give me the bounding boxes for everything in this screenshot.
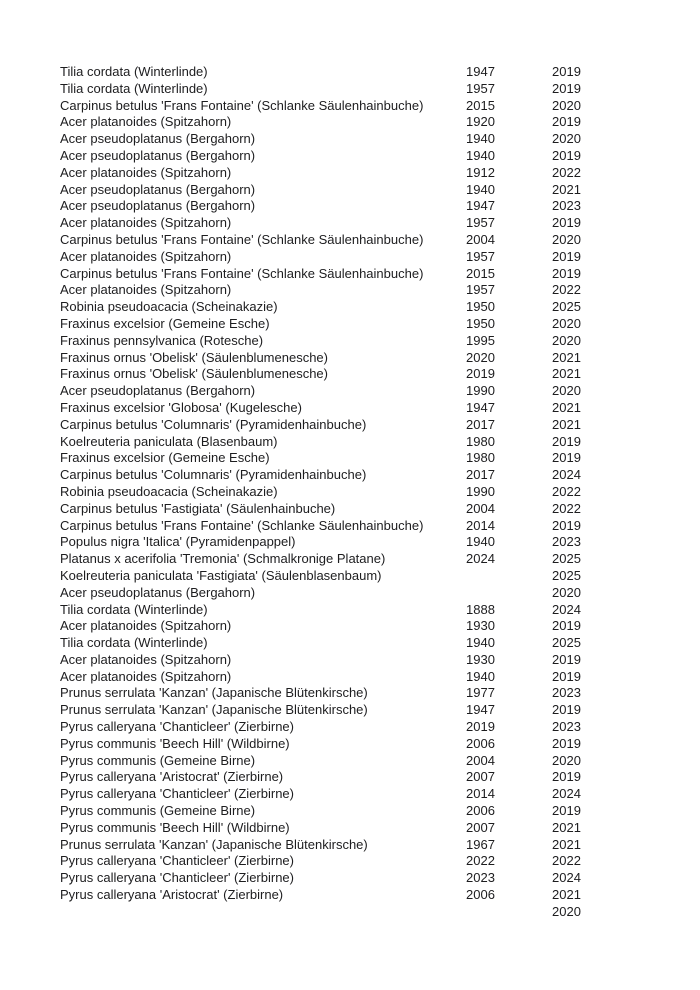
table-row xyxy=(60,350,670,367)
species-name: Acer platanoides (Spitzahorn) xyxy=(60,651,232,667)
year-first: 1930 xyxy=(466,651,495,667)
year-second: 2019 xyxy=(552,702,581,718)
table-row xyxy=(60,81,670,98)
species-name: Koelreuteria paniculata (Blasenbaum) xyxy=(60,433,278,449)
table-row xyxy=(60,131,670,148)
table-row xyxy=(60,685,670,702)
species-name: Carpinus betulus 'Columnaris' (Pyramidenhainbuche) xyxy=(60,416,367,432)
year-first: 1947 xyxy=(466,64,495,79)
species-name: Pyrus calleryana 'Chanticleer' (Zierbirne) xyxy=(60,870,294,886)
year-first: 1947 xyxy=(466,198,495,214)
species-name: Carpinus betulus 'Columnaris' (Pyramidenhainbuche) xyxy=(60,467,367,483)
year-first: 2006 xyxy=(466,887,495,903)
species-name: Pyrus calleryana 'Aristocrat' (Zierbirne) xyxy=(60,887,284,903)
species-name: Fraxinus excelsior 'Globosa' (Kugelesche) xyxy=(60,399,302,415)
table-row xyxy=(60,853,670,870)
year-first: 1990 xyxy=(466,383,495,399)
year-second: 2021 xyxy=(552,399,581,415)
year-first: 1920 xyxy=(466,114,495,130)
year-second: 2019 xyxy=(552,80,581,96)
year-second: 2019 xyxy=(552,114,581,130)
year-second: 2019 xyxy=(552,265,581,281)
year-first: 1967 xyxy=(466,836,495,852)
species-name: Carpinus betulus 'Frans Fontaine' (Schlanke Säulenhainbuche) xyxy=(60,97,424,113)
year-first: 2014 xyxy=(466,517,495,533)
table-row xyxy=(60,870,670,887)
year-first: 2019 xyxy=(466,719,495,735)
species-name: Populus nigra 'Italica' (Pyramidenpappel) xyxy=(60,534,296,550)
year-second: 2025 xyxy=(552,551,581,567)
year-second: 2025 xyxy=(552,567,581,583)
table-row xyxy=(60,417,670,434)
species-name: Tilia cordata (Winterlinde) xyxy=(60,64,208,79)
year-second: 2020 xyxy=(552,752,581,768)
year-second: 2020 xyxy=(552,97,581,113)
year-first: 2022 xyxy=(466,853,495,869)
species-name: Acer pseudoplatanus (Bergahorn) xyxy=(60,584,256,600)
species-name: Carpinus betulus 'Fastigiata' (Säulenhainbuche) xyxy=(60,500,336,516)
year-second: 2024 xyxy=(552,467,581,483)
year-first: 2020 xyxy=(466,349,495,365)
year-first xyxy=(466,568,552,585)
table-row xyxy=(60,904,670,921)
species-name: Pyrus calleryana 'Chanticleer' (Zierbirne) xyxy=(60,786,294,802)
year-first: 1940 xyxy=(466,131,495,147)
species-name: Acer platanoides (Spitzahorn) xyxy=(60,668,232,684)
year-first: 1930 xyxy=(466,618,495,634)
year-first: 1940 xyxy=(466,635,495,651)
year-first: 1995 xyxy=(466,332,495,348)
year-first: 1947 xyxy=(466,399,495,415)
species-name: Acer platanoides (Spitzahorn) xyxy=(60,164,232,180)
species-name: Pyrus communis (Gemeine Birne) xyxy=(60,803,256,819)
table-row xyxy=(60,165,670,182)
year-first: 2024 xyxy=(466,551,495,567)
year-second: 2023 xyxy=(552,685,581,701)
year-second: 2021 xyxy=(552,366,581,382)
year-second: 2021 xyxy=(552,887,581,903)
year-second: 2020 xyxy=(552,332,581,348)
year-first: 1957 xyxy=(466,248,495,264)
table-row xyxy=(60,434,670,451)
year-second: 2021 xyxy=(552,349,581,365)
year-first: 2006 xyxy=(466,803,495,819)
year-first: 1940 xyxy=(466,668,495,684)
species-name: Fraxinus pennsylvanica (Rotesche) xyxy=(60,332,264,348)
year-first: 1940 xyxy=(466,181,495,197)
species-name: Carpinus betulus 'Frans Fontaine' (Schlanke Säulenhainbuche) xyxy=(60,265,424,281)
table-row xyxy=(60,266,670,283)
year-second: 2021 xyxy=(552,836,581,852)
species-name xyxy=(60,904,466,921)
year-second: 2019 xyxy=(552,248,581,264)
year-first: 1950 xyxy=(466,315,495,331)
table-row xyxy=(60,585,670,602)
tree-table xyxy=(60,64,670,921)
year-second: 2019 xyxy=(552,64,581,79)
species-name: Tilia cordata (Winterlinde) xyxy=(60,635,208,651)
year-first: 2007 xyxy=(466,819,495,835)
year-first: 2006 xyxy=(466,735,495,751)
year-first: 2004 xyxy=(466,752,495,768)
species-name: Pyrus calleryana 'Chanticleer' (Zierbirne) xyxy=(60,853,294,869)
table-row xyxy=(60,316,670,333)
table-row xyxy=(60,98,670,115)
species-name: Acer pseudoplatanus (Bergahorn) xyxy=(60,131,256,147)
species-name: Acer platanoides (Spitzahorn) xyxy=(60,618,232,634)
species-name: Pyrus calleryana 'Aristocrat' (Zierbirne) xyxy=(60,769,284,785)
species-name: Acer pseudoplatanus (Bergahorn) xyxy=(60,198,256,214)
year-second: 2024 xyxy=(552,601,581,617)
table-row xyxy=(60,769,670,786)
year-second: 2019 xyxy=(552,215,581,231)
year-second: 2022 xyxy=(552,282,581,298)
table-row xyxy=(60,333,670,350)
species-name: Fraxinus excelsior (Gemeine Esche) xyxy=(60,315,270,331)
year-first: 1912 xyxy=(466,164,495,180)
table-row xyxy=(60,837,670,854)
year-second: 2021 xyxy=(552,181,581,197)
year-second: 2025 xyxy=(552,299,581,315)
year-second: 2022 xyxy=(552,853,581,869)
year-second: 2023 xyxy=(552,719,581,735)
table-row xyxy=(60,501,670,518)
year-second: 2020 xyxy=(552,903,581,919)
year-first: 2014 xyxy=(466,786,495,802)
table-row xyxy=(60,484,670,501)
table-row xyxy=(60,551,670,568)
species-name: Pyrus communis 'Beech Hill' (Wildbirne) xyxy=(60,819,290,835)
table-row xyxy=(60,736,670,753)
species-name: Pyrus calleryana 'Chanticleer' (Zierbirne) xyxy=(60,719,294,735)
table-row xyxy=(60,669,670,686)
year-second: 2019 xyxy=(552,668,581,684)
table-row xyxy=(60,215,670,232)
year-second: 2024 xyxy=(552,870,581,886)
year-first: 1980 xyxy=(466,450,495,466)
year-first: 1957 xyxy=(466,215,495,231)
year-first: 2017 xyxy=(466,416,495,432)
year-second: 2021 xyxy=(552,819,581,835)
year-first: 1947 xyxy=(466,702,495,718)
table-row xyxy=(60,148,670,165)
year-first: 1957 xyxy=(466,80,495,96)
table-row xyxy=(60,282,670,299)
species-name: Acer platanoides (Spitzahorn) xyxy=(60,282,232,298)
species-name: Acer pseudoplatanus (Bergahorn) xyxy=(60,383,256,399)
year-second: 2020 xyxy=(552,131,581,147)
year-second: 2021 xyxy=(552,416,581,432)
year-first: 1957 xyxy=(466,282,495,298)
table-row xyxy=(60,249,670,266)
species-name: Carpinus betulus 'Frans Fontaine' (Schlanke Säulenhainbuche) xyxy=(60,231,424,247)
table-row xyxy=(60,652,670,669)
table-row xyxy=(60,719,670,736)
year-second: 2023 xyxy=(552,534,581,550)
year-second: 2025 xyxy=(552,635,581,651)
table-row xyxy=(60,803,670,820)
year-second: 2019 xyxy=(552,651,581,667)
table-row xyxy=(60,64,670,81)
species-name: Prunus serrulata 'Kanzan' (Japanische Blütenkirsche) xyxy=(60,836,368,852)
table-row xyxy=(60,602,670,619)
table-row xyxy=(60,400,670,417)
year-second: 2019 xyxy=(552,147,581,163)
table-row xyxy=(60,702,670,719)
table-row xyxy=(60,518,670,535)
species-name: Robinia pseudoacacia (Scheinakazie) xyxy=(60,483,278,499)
species-name: Tilia cordata (Winterlinde) xyxy=(60,601,208,617)
year-first: 1940 xyxy=(466,147,495,163)
year-first xyxy=(466,585,552,602)
year-second: 2019 xyxy=(552,433,581,449)
species-name: Acer platanoides (Spitzahorn) xyxy=(60,114,232,130)
year-first: 1940 xyxy=(466,534,495,550)
year-second: 2020 xyxy=(552,231,581,247)
year-first: 1888 xyxy=(466,601,495,617)
species-name: Pyrus communis 'Beech Hill' (Wildbirne) xyxy=(60,735,290,751)
table-row xyxy=(60,618,670,635)
table-row xyxy=(60,198,670,215)
year-first: 2015 xyxy=(466,97,495,113)
table-row xyxy=(60,786,670,803)
table-row xyxy=(60,450,670,467)
year-first: 1950 xyxy=(466,299,495,315)
year-first: 2007 xyxy=(466,769,495,785)
year-first: 1977 xyxy=(466,685,495,701)
species-name: Acer platanoides (Spitzahorn) xyxy=(60,248,232,264)
species-name: Pyrus communis (Gemeine Birne) xyxy=(60,752,256,768)
year-second: 2023 xyxy=(552,198,581,214)
table-row xyxy=(60,182,670,199)
species-name: Tilia cordata (Winterlinde) xyxy=(60,80,208,96)
species-name: Fraxinus excelsior (Gemeine Esche) xyxy=(60,450,270,466)
year-first xyxy=(466,904,552,921)
table-row xyxy=(60,383,670,400)
year-first: 2017 xyxy=(466,467,495,483)
year-second: 2019 xyxy=(552,618,581,634)
table-row xyxy=(60,887,670,904)
species-name: Fraxinus ornus 'Obelisk' (Säulenblumenesche) xyxy=(60,349,328,365)
table-row xyxy=(60,114,670,131)
year-first: 2004 xyxy=(466,500,495,516)
year-first: 2004 xyxy=(466,231,495,247)
year-first: 1990 xyxy=(466,483,495,499)
species-name: Prunus serrulata 'Kanzan' (Japanische Blütenkirsche) xyxy=(60,685,368,701)
year-second: 2022 xyxy=(552,483,581,499)
species-name: Acer pseudoplatanus (Bergahorn) xyxy=(60,147,256,163)
species-name: Koelreuteria paniculata 'Fastigiata' (Säulenblasenbaum) xyxy=(60,567,382,583)
year-second: 2020 xyxy=(552,315,581,331)
year-first: 1980 xyxy=(466,433,495,449)
year-first: 2023 xyxy=(466,870,495,886)
species-name: Prunus serrulata 'Kanzan' (Japanische Blütenkirsche) xyxy=(60,702,368,718)
species-name: Acer pseudoplatanus (Bergahorn) xyxy=(60,181,256,197)
table-row xyxy=(60,753,670,770)
year-second: 2020 xyxy=(552,584,581,600)
year-second: 2020 xyxy=(552,383,581,399)
table-row xyxy=(60,232,670,249)
table-row xyxy=(60,534,670,551)
table-row xyxy=(60,635,670,652)
year-second: 2022 xyxy=(552,164,581,180)
table-row xyxy=(60,467,670,484)
year-second: 2024 xyxy=(552,786,581,802)
species-name: Fraxinus ornus 'Obelisk' (Säulenblumenesche) xyxy=(60,366,328,382)
species-name: Carpinus betulus 'Frans Fontaine' (Schlanke Säulenhainbuche) xyxy=(60,517,424,533)
table-row xyxy=(60,366,670,383)
species-name: Robinia pseudoacacia (Scheinakazie) xyxy=(60,299,278,315)
table-row xyxy=(60,299,670,316)
year-second: 2019 xyxy=(552,803,581,819)
species-name: Platanus x acerifolia 'Tremonia' (Schmalkronige Platane) xyxy=(60,551,386,567)
table-row xyxy=(60,820,670,837)
year-second: 2019 xyxy=(552,735,581,751)
year-second: 2019 xyxy=(552,769,581,785)
species-name: Acer platanoides (Spitzahorn) xyxy=(60,215,232,231)
table-row xyxy=(60,568,670,585)
year-second: 2022 xyxy=(552,500,581,516)
year-second: 2019 xyxy=(552,450,581,466)
year-second: 2019 xyxy=(552,517,581,533)
year-first: 2015 xyxy=(466,265,495,281)
year-first: 2019 xyxy=(466,366,495,382)
